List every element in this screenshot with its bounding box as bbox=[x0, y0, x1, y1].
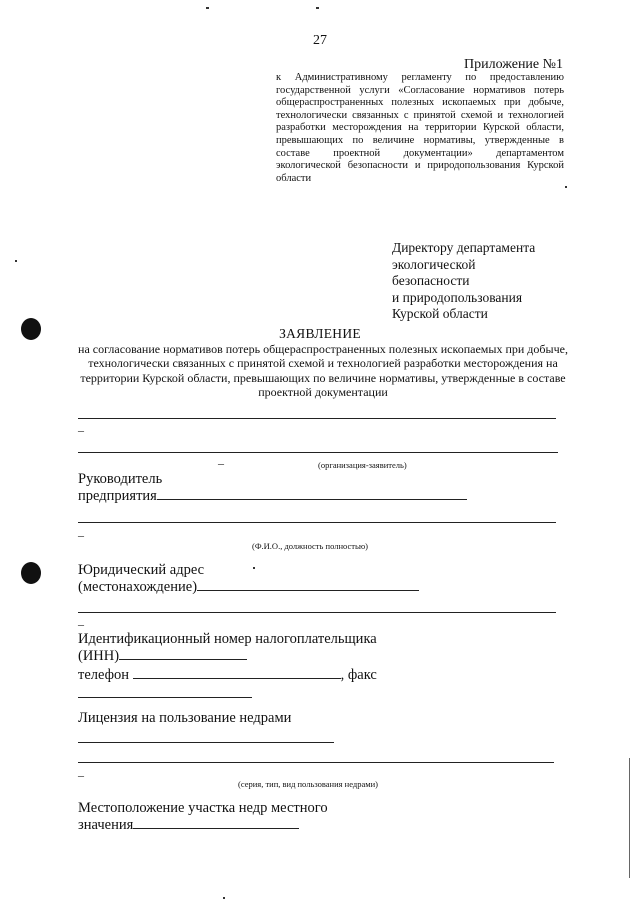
license-label: Лицензия на пользование недрами bbox=[78, 710, 292, 726]
dash-mark: – bbox=[218, 456, 224, 470]
address-line-2 bbox=[78, 612, 556, 613]
dash-mark: – bbox=[78, 768, 84, 782]
scan-speck bbox=[223, 897, 225, 899]
director-label bbox=[78, 471, 467, 505]
dash-mark: – bbox=[78, 617, 84, 631]
license-line-2 bbox=[78, 762, 554, 763]
director-line-2 bbox=[78, 522, 556, 523]
phone-label: телефон bbox=[78, 667, 130, 683]
addressee-line: и природопользования bbox=[392, 289, 523, 305]
fax-label: , факс bbox=[340, 667, 377, 683]
caption-license: (серия, тип, вид пользования недрами) bbox=[238, 779, 378, 789]
location-label-line-1: Местоположение участка недр местного bbox=[78, 800, 328, 816]
location-input-line[interactable] bbox=[133, 817, 299, 829]
location-label-line-2: значения bbox=[78, 817, 134, 833]
address-label-line-2: (местонахождение) bbox=[78, 579, 198, 595]
scan-speck bbox=[565, 186, 567, 188]
license-line-1[interactable] bbox=[78, 742, 334, 743]
inn-label-line-1: Идентификационный номер налогоплательщика bbox=[78, 631, 377, 647]
scan-edge-mark bbox=[629, 758, 630, 878]
statement-title: ЗАЯВЛЕНИЕ bbox=[279, 326, 361, 341]
scan-speck bbox=[15, 260, 17, 262]
address-input-line[interactable] bbox=[197, 579, 419, 591]
location-label bbox=[78, 800, 328, 834]
inn-label bbox=[78, 631, 377, 665]
statement-subtitle: на согласование нормативов потерь общераспространенных полезных ископаемых при добыче, технологически связанных с принятой схемой и технологией разработки месторождения на территории Курской области, превышающих по величине нормативы, утвержденные в составе проектной документации bbox=[78, 342, 568, 399]
org-line-2 bbox=[78, 452, 558, 453]
punch-hole bbox=[21, 562, 41, 584]
scan-speck bbox=[316, 7, 319, 9]
appendix-line-1: к Административному регламенту по предоставлению bbox=[276, 72, 564, 83]
dash-mark: – bbox=[78, 528, 84, 542]
addressee-line: экологической bbox=[392, 256, 476, 272]
dash-mark: – bbox=[78, 423, 84, 437]
appendix-body bbox=[276, 72, 564, 185]
appendix-title: Приложение №1 bbox=[464, 57, 563, 72]
addressee-block bbox=[392, 240, 535, 323]
inn-input-line[interactable] bbox=[119, 648, 247, 660]
appendix-line-2: государственной услуги «Согласование нормативов потерь общераспространенных полезных ископаемых при добыче, технологически связанных с принятой схемой и технологией разработки месторождения на территории Курской области, превышающих по величине нормативы, утвержденные в составе проектной документации» департаментом экологической безопасности и природопользования Курской области bbox=[276, 84, 564, 184]
address-label bbox=[78, 562, 419, 596]
caption-organization: (организация-заявитель) bbox=[318, 460, 407, 470]
addressee-line: Курской области bbox=[392, 306, 488, 321]
address-label-line-1: Юридический адрес bbox=[78, 562, 205, 578]
addressee-line: безопасности bbox=[392, 273, 470, 288]
page-number: 27 bbox=[313, 33, 327, 48]
director-label-line-1: Руководитель bbox=[78, 471, 163, 487]
phone-input-line[interactable] bbox=[133, 667, 341, 679]
phone-fax-row bbox=[78, 667, 377, 684]
director-label-line-2: предприятия bbox=[78, 488, 157, 504]
inn-label-line-2: (ИНН) bbox=[78, 648, 120, 664]
scan-speck bbox=[206, 7, 209, 9]
org-line-1 bbox=[78, 418, 556, 419]
fax-input-line[interactable] bbox=[78, 697, 252, 698]
addressee-line: Директору департамента bbox=[392, 240, 536, 255]
caption-fio: (Ф.И.О., должность полностью) bbox=[252, 541, 369, 551]
director-input-line[interactable] bbox=[157, 488, 467, 500]
